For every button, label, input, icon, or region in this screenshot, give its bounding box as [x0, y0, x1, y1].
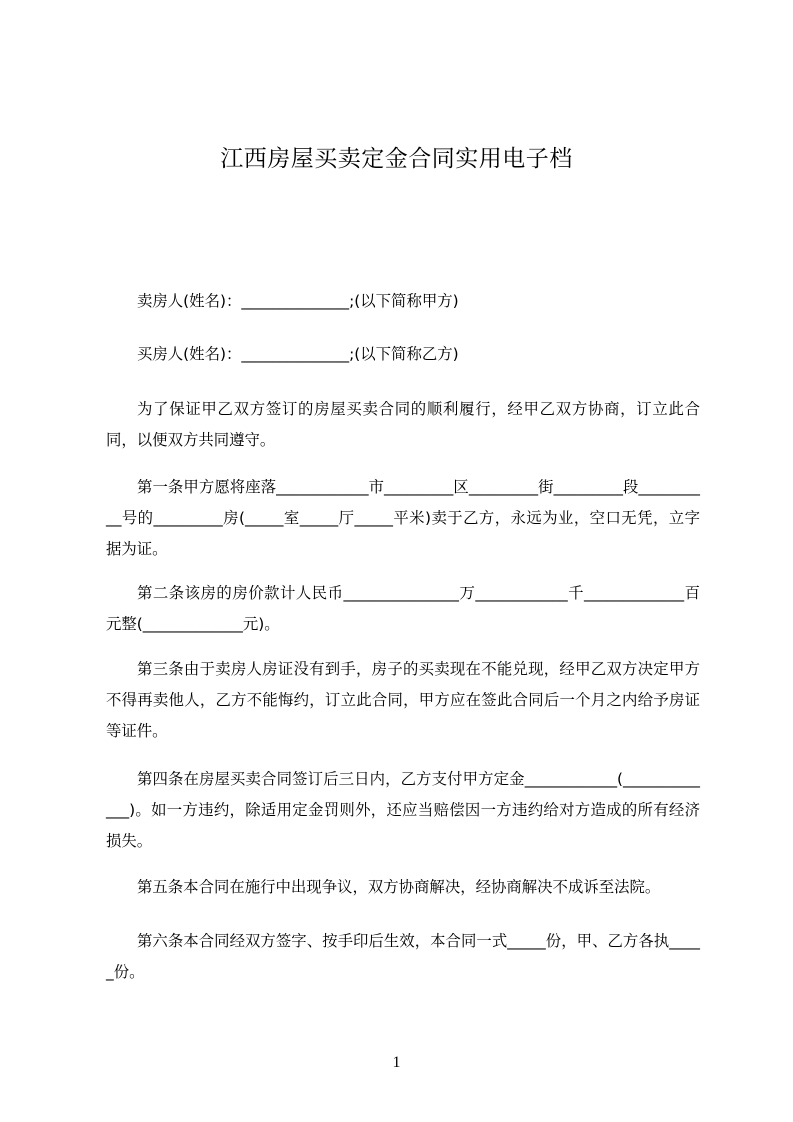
article-2-paragraph: 第二条该房的房价款计人民币_______________万____________千_____________百元整(_____________元)。	[106, 584, 700, 633]
seller-line: 卖房人(姓名)：______________;(以下简称甲方)	[137, 292, 459, 310]
buyer-line: 买房人(姓名)：______________;(以下简称乙方)	[137, 345, 459, 363]
article-3-paragraph: 第三条由于卖房人房证没有到手，房子的买卖现在不能兑现，经甲乙双方决定甲方不得再卖他人，乙方不能悔约，订立此合同，甲方应在签此合同后一个月之内给予房证等证件。	[106, 660, 700, 740]
article-1-paragraph: 第一条甲方愿将座落____________市_________区_________街_________段__________号的_________房(_____室_____厅_____平米)卖于乙方，永远为业，空口无凭，立字据为证。	[106, 478, 700, 558]
preamble-paragraph: 为了保证甲乙双方签订的房屋买卖合同的顺利履行，经甲乙双方协商，订立此合同，以便双方共同遵守。	[106, 400, 700, 449]
page-number: 1	[392, 1054, 401, 1071]
article-5-paragraph: 第五条本合同在施行中出现争议，双方协商解决，经协商解决不成诉至法院。	[137, 878, 661, 896]
article-6-paragraph: 第六条本合同经双方签字、按手印后生效，本合同一式_____份，甲、乙方各执_____份。	[106, 932, 700, 981]
document-title: 江西房屋买卖定金合同实用电子档	[220, 146, 573, 172]
article-4-paragraph: 第四条在房屋买卖合同签订后三日内，乙方支付甲方定金____________(_____________)。如一方违约，除适用定金罚则外，还应当赔偿因一方违约给对方造成的所有经济损失。	[106, 770, 700, 850]
